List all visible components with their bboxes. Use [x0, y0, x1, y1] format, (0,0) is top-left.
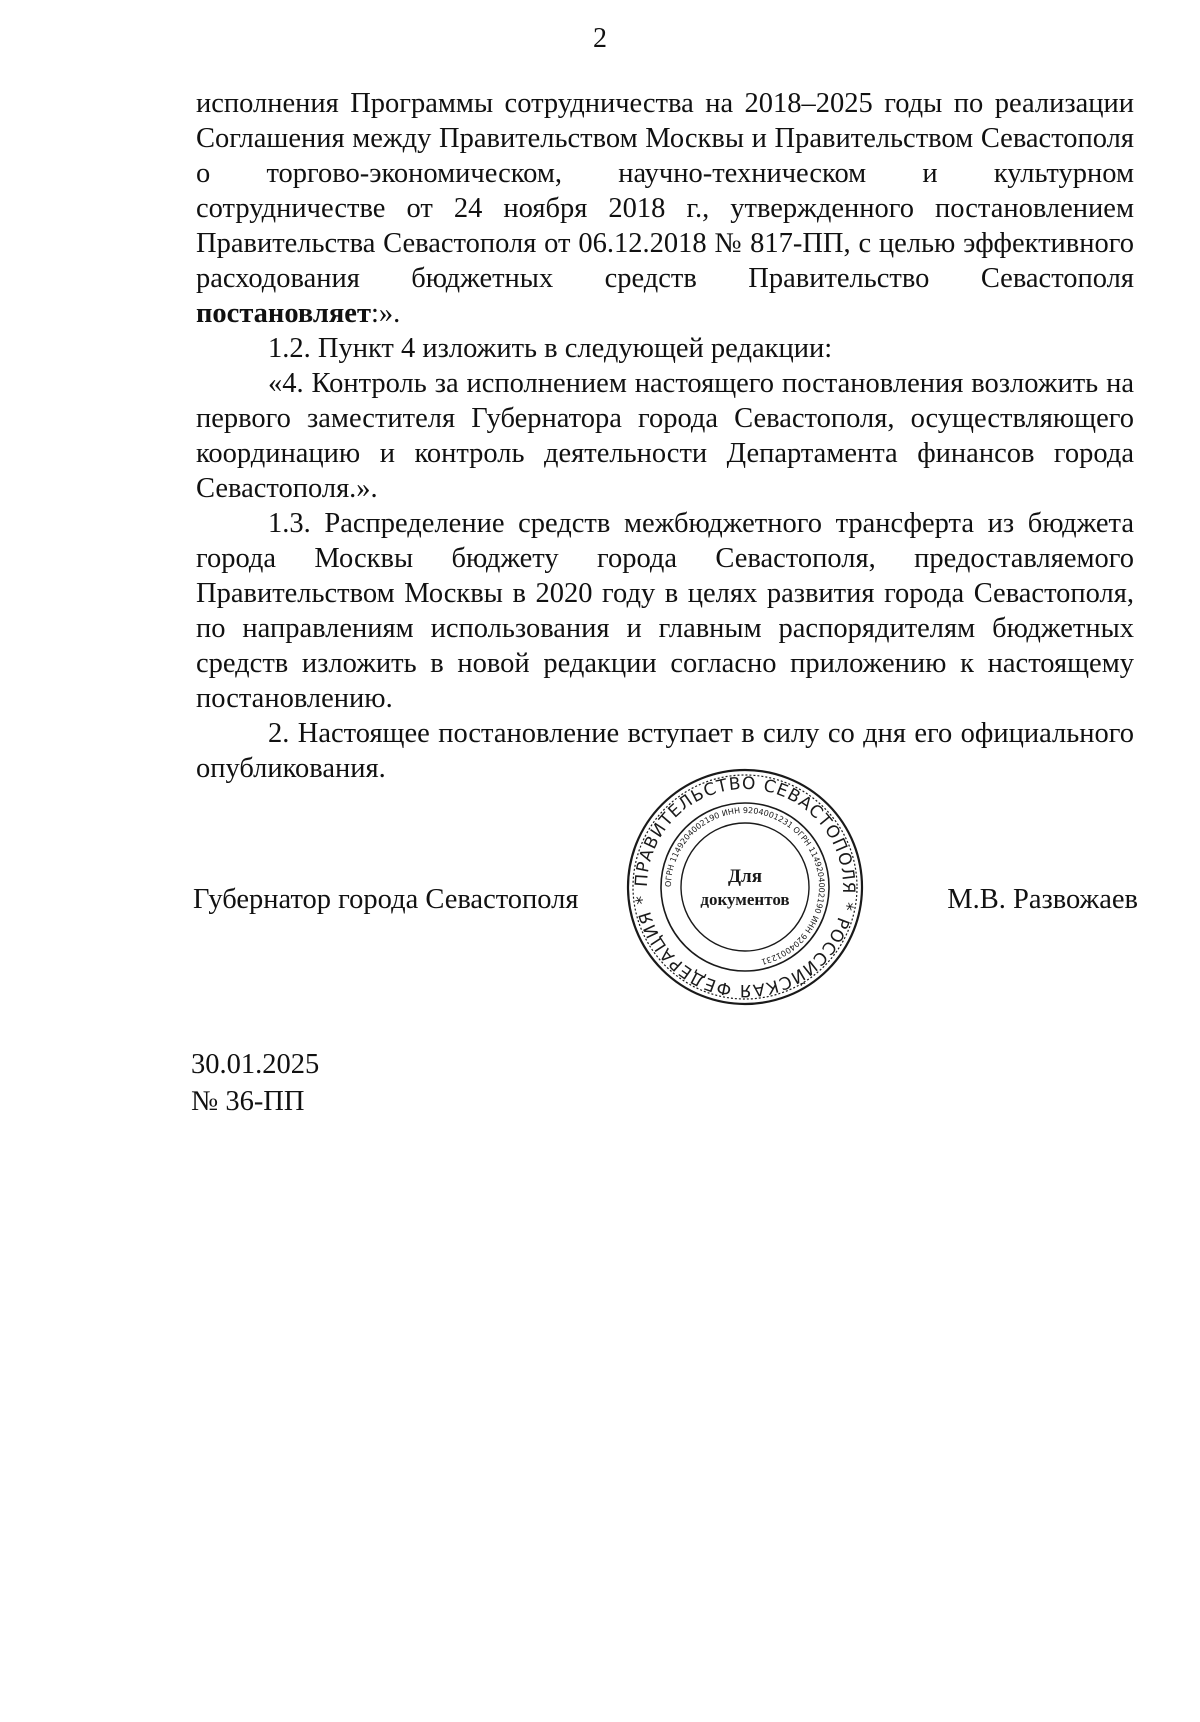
document-date: 30.01.2025: [191, 1049, 320, 1080]
seal-center-line-2: документов: [700, 890, 790, 909]
seal-inner-text: ОГРН 1149204002190 ИНН 9204001231 ОГРН 1149204002190 ИНН 9204001231: [663, 805, 827, 967]
paragraph-continuation-tail: :».: [370, 298, 401, 329]
seal-center-line-1: Для: [727, 866, 763, 887]
paragraph-continuation: [196, 86, 1134, 331]
clause-4-new-wording: «4. Контроль за исполнением настоящего постановления возложить на первого заместителя Губернатора города Севастополя, осуществляющего координацию и контроль деятельности Департамента финансов города Севастополя.».: [196, 368, 1134, 504]
signer-position: Губернатор города Севастополя: [193, 884, 579, 915]
seal-outer-text: ПРАВИТЕЛЬСТВО СЕВАСТОПОЛЯ * РОССИЙСКАЯ ФЕДЕРАЦИЯ *: [631, 773, 859, 1001]
clause-1-2: 1.2. Пункт 4 изложить в следующей редакции:: [268, 333, 833, 364]
document-requisites: [191, 1046, 319, 1120]
document-body: [196, 86, 1134, 786]
clause-1-3: 1.3. Распределение средств межбюджетного трансферта из бюджета города Москвы бюджету города Севастополя, предоставляемого Правительством Москвы в 2020 году в целях развития города Севастополя, по направлениям использования и главным распорядителям бюджетных средств изложить в новой редакции согласно приложению к настоящему постановлению.: [196, 508, 1134, 714]
document-number: № 36-ПП: [191, 1086, 305, 1117]
page-number: 2: [593, 23, 607, 54]
official-seal: [625, 767, 865, 1007]
clause-2: 2. Настоящее постановление вступает в силу со дня его официального опубликования.: [196, 718, 1134, 784]
resolves-keyword: постановляет: [196, 298, 371, 329]
paragraph-continuation-text: исполнения Программы сотрудничества на 2018–2025 годы по реализации Соглашения между Правительством Москвы и Правительством Севастополя о торгово-экономическом, научно-техническом и культурном сотрудничестве от 24 ноября 2018 г., утвержденного постановлением Правительства Севастополя от 06.12.2018 № 817-ПП, с целью эффективного расходования бюджетных средств Правительство Севастополя: [196, 88, 1134, 294]
signer-name: М.В. Развожаев: [947, 884, 1138, 915]
